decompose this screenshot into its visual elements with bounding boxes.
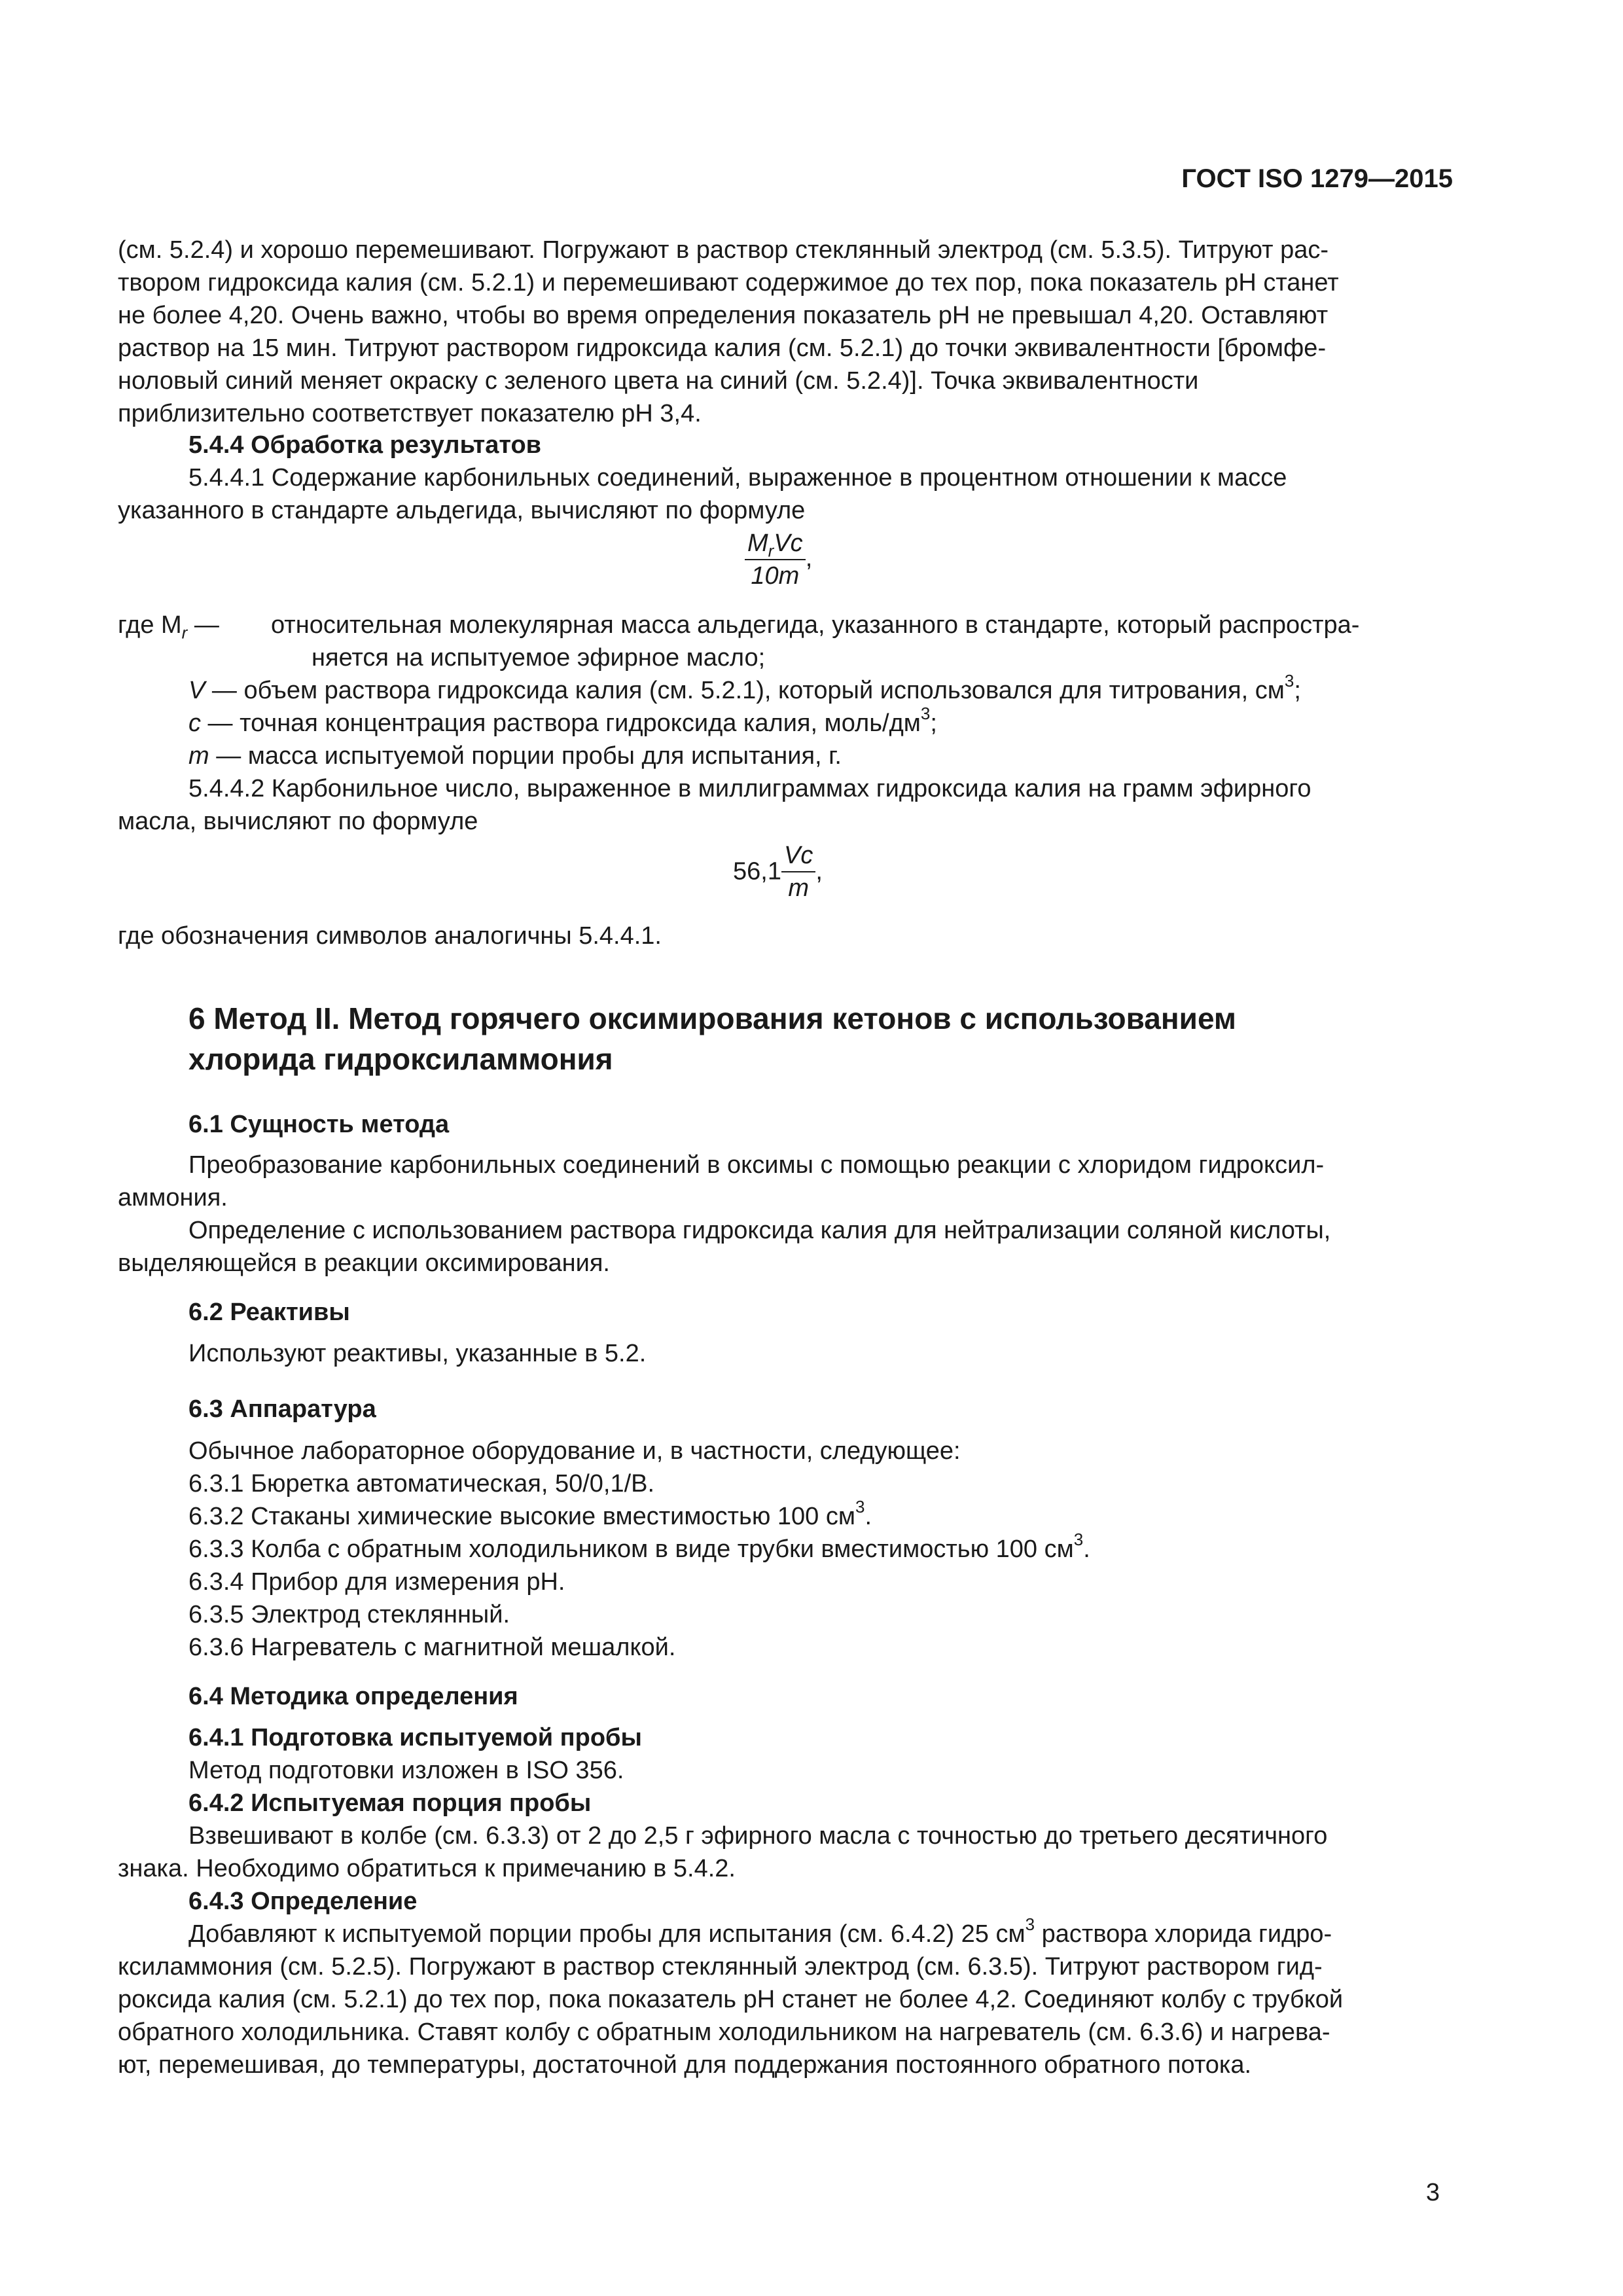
text-line: 5.4.4.2 Карбонильное число, выраженное в миллиграммах гидроксида калия на грамм эфирного (188, 775, 1311, 802)
punct: ; (1294, 677, 1301, 704)
text-line: Преобразование карбонильных соединений в оксимы с помощью реакции с хлоридом гидроксил- (188, 1151, 1325, 1179)
text-line: ноловый синий меняет окраску с зеленого цвета на синий (см. 5.2.4)]. Точка эквивалентности (118, 367, 1199, 395)
subsection-heading-6-3: 6.3 Аппаратура (188, 1395, 376, 1423)
text-line: приблизительно соответствует показателю pH 3,4. (118, 400, 702, 427)
text-line: роксида калия (см. 5.2.1) до тех пор, пока показатель pH станет не более 4,2. Соединяют колбу с трубкой (118, 1986, 1344, 2013)
text-line: аммония. (118, 1184, 228, 1211)
definition-text: — объем раствора гидроксида калия (см. 5.2.1), который использовался для титрования, см (205, 677, 1285, 704)
punct: . (865, 1503, 872, 1530)
text-line: (см. 5.2.4) и хорошо перемешивают. Погружают в раствор стеклянный электрод (см. 5.3.5). Титруют рас- (118, 236, 1329, 264)
definition-v (188, 671, 1301, 707)
symbol-c: c (188, 709, 201, 737)
formula-coefficient: 56,1 (733, 857, 781, 886)
text-line: ют, перемешивая, до температуры, достаточной для поддержания постоянного обратного потока. (118, 2051, 1252, 2079)
fraction-numerator: Vc (781, 841, 815, 872)
superscript: 3 (920, 704, 931, 724)
list-item (188, 1497, 1453, 1533)
paragraph-6-1 (118, 1149, 1453, 1280)
paragraph-6-4-2 (118, 1820, 1453, 1885)
subsection-heading-5-4-4: 5.4.4 Обработка результатов (188, 431, 542, 459)
page-number: 3 (1425, 2179, 1440, 2206)
list-item: 6.3.6 Нагреватель с магнитной мешалкой. (188, 1634, 676, 1661)
subsection-heading-6-2: 6.2 Реактивы (188, 1299, 350, 1326)
formula-carbonyl-content (745, 529, 812, 590)
formula-comma: , (805, 545, 813, 573)
paragraph-6-2: Используют реактивы, указанные в 5.2. (188, 1340, 647, 1367)
item-text: 6.3.3 Колба с обратным холодильником в виде трубки вместимостью 100 см (188, 1535, 1074, 1563)
where-subscript: r (181, 622, 188, 643)
text-line: няется на испытуемое эфирное масло; (312, 644, 766, 672)
text-line: масла, вычисляют по формуле (118, 808, 478, 835)
symbol-v: V (188, 677, 205, 704)
text-line: раствор на 15 мин. Титруют раствором гидроксида калия (см. 5.2.1) до точки эквивалентности [бромфе- (118, 334, 1327, 362)
fraction-denominator: m (788, 874, 809, 902)
section-title-6 (188, 998, 1453, 1079)
text-line: не более 4,20. Очень важно, чтобы во время определения показатель pH не превышал 4,20. Оставляют (118, 302, 1329, 329)
text-line: Взвешивают в колбе (см. 6.3.3) от 2 до 2,5 г эфирного масла с точностью до третьего десятичного (188, 1822, 1328, 1850)
superscript: 3 (1284, 671, 1294, 691)
where-label (118, 609, 219, 641)
punct: ; (930, 709, 937, 737)
text-fragment: раствора хлорида гидро- (1035, 1920, 1332, 1948)
symbol-vc: Vc (774, 529, 803, 557)
fraction (781, 841, 815, 903)
where-dash: — (187, 611, 219, 639)
text-line: Определение с использованием раствора гидроксида калия для нейтрализации соляной кислоты, (188, 1217, 1331, 1244)
subsection-heading-6-1: 6.1 Сущность метода (188, 1111, 450, 1138)
definition-m (188, 740, 842, 772)
text-line: знака. Необходимо обратиться к примечанию в 5.4.2. (118, 1855, 736, 1882)
superscript: 3 (1073, 1530, 1084, 1550)
subsection-heading-6-4-2: 6.4.2 Испытуемая порция пробы (188, 1789, 592, 1817)
text-line: выделяющейся в реакции оксимирования. (118, 1249, 610, 1277)
text-line: твором гидроксида калия (см. 5.2.1) и перемешивают содержимое до тех пор, пока показатель pH станет (118, 269, 1339, 296)
formula-carbonyl-number (733, 841, 823, 903)
symbol-m-small: m (188, 742, 209, 770)
definition-text: — масса испытуемой порции пробы для испытания, г. (209, 742, 842, 770)
text-line: 5.4.4.1 Содержание карбонильных соединений, выраженное в процентном отношении к массе (188, 464, 1287, 492)
text-line (118, 1914, 1453, 1950)
subsection-heading-6-4-1: 6.4.1 Подготовка испытуемой пробы (188, 1724, 642, 1751)
punct: . (1083, 1535, 1090, 1563)
definition-c (188, 704, 937, 740)
paragraph-5-4-4-1 (118, 461, 1453, 527)
definition-text: — точная концентрация раствора гидроксида калия, моль/дм (201, 709, 921, 737)
paragraph-6-4-3 (118, 1914, 1453, 2081)
subscript-r: r (768, 541, 774, 561)
text-line: обратного холодильника. Ставят колбу с обратным холодильником на нагреватель (см. 6.3.6) и нагрева- (118, 2018, 1330, 2046)
subsection-heading-6-4: 6.4 Методика определения (188, 1683, 518, 1710)
fraction (745, 529, 806, 590)
text-line: ксиламмония (см. 5.2.5). Погружают в раствор стеклянный электрод (см. 6.3.5). Титруют раствором гид- (118, 1953, 1323, 1981)
fraction-denominator: 10m (751, 562, 800, 590)
fraction-numerator (745, 529, 806, 560)
list-intro: Обычное лабораторное оборудование и, в частности, следующее: (188, 1437, 961, 1465)
paragraph-5-4-4-2 (118, 772, 1453, 838)
apparatus-list (188, 1435, 1453, 1664)
item-text: 6.3.2 Стаканы химические высокие вместимостью 100 см (188, 1503, 855, 1530)
formula-comma: , (815, 857, 823, 886)
note-symbols: где обозначения символов аналогичны 5.4.4.1. (118, 922, 662, 950)
list-item: 6.3.1 Бюретка автоматическая, 50/0,1/В. (188, 1470, 655, 1498)
list-item: 6.3.5 Электрод стеклянный. (188, 1601, 510, 1628)
document-code: ГОСТ ISO 1279—2015 (1181, 164, 1453, 193)
list-item (188, 1530, 1453, 1566)
subsection-heading-6-4-3: 6.4.3 Определение (188, 1888, 418, 1915)
title-line: 6 Метод II. Метод горячего оксимирования кетонов с использованием (188, 1001, 1236, 1035)
text-line: относительная молекулярная масса альдегида, указанного в стандарте, который распростра- (271, 611, 1360, 639)
superscript: 3 (855, 1497, 865, 1517)
where-definition-mr (271, 609, 1453, 674)
title-line: хлорида гидроксиламмония (188, 1042, 613, 1076)
text-fragment: Добавляют к испытуемой порции пробы для испытания (см. 6.4.2) 25 см (188, 1920, 1026, 1948)
intro-paragraph (118, 234, 1453, 430)
text-line: указанного в стандарте альдегида, вычисляют по формуле (118, 497, 806, 524)
where-prefix: где M (118, 611, 182, 639)
list-item: 6.3.4 Прибор для измерения pH. (188, 1568, 565, 1596)
paragraph-6-4-1: Метод подготовки изложен в ISO 356. (188, 1757, 624, 1784)
symbol-m: M (747, 529, 768, 557)
superscript: 3 (1025, 1914, 1035, 1935)
